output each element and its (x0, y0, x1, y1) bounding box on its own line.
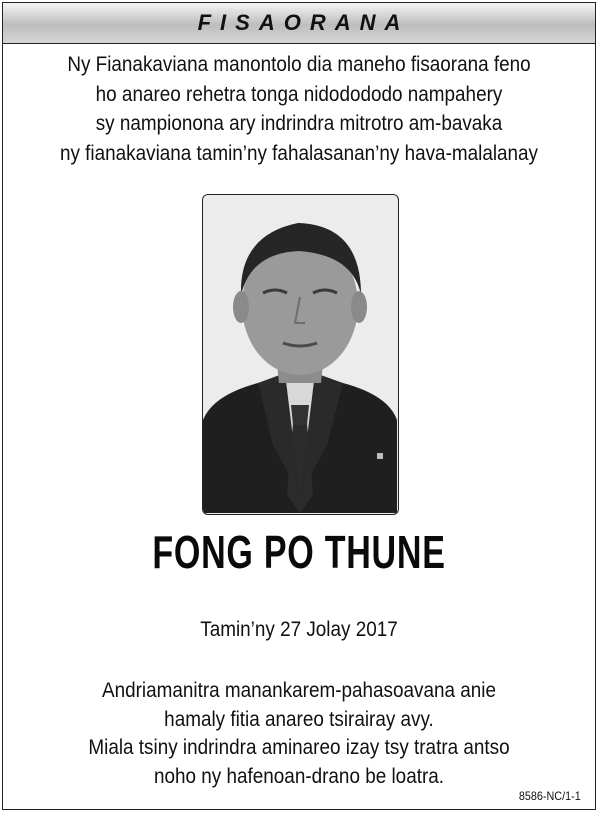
reference-code: 8586-NC/1-1 (519, 789, 581, 803)
closing-line: Miala tsiny indrindra aminareo izay tsy tratra antso (88, 736, 510, 759)
intro-line: ho anareo rehetra tonga nidodododo nampahery (95, 82, 503, 106)
intro-line: ny fianakaviana tamin’ny fahalasanan’ny hava-malalanay (59, 141, 539, 165)
intro-line: Ny Fianakaviana manontolo dia maneho fisaorana feno (67, 53, 531, 76)
header-bar (3, 3, 595, 44)
intro-paragraph (33, 50, 566, 168)
closing-line: noho ny hafenoan-drano be loatra. (153, 764, 445, 788)
deceased-name: FONG PO THUNE (152, 526, 446, 578)
notice-title: FISAORANA (197, 10, 410, 35)
closing-line: Andriamanitra manankarem-pahasoavana anie (101, 679, 496, 702)
portrait-photo (202, 194, 399, 515)
intro-line: sy nampionona ary indrindra mitrotro am-bavaka (95, 112, 503, 135)
notice-frame (2, 2, 596, 810)
closing-line: hamaly fitia anareo tsirairay avy. (164, 707, 434, 731)
date-line: Tamin’ny 27 Jolay 2017 (200, 618, 398, 641)
portrait-illustration (203, 195, 397, 513)
closing-paragraph (33, 677, 566, 791)
